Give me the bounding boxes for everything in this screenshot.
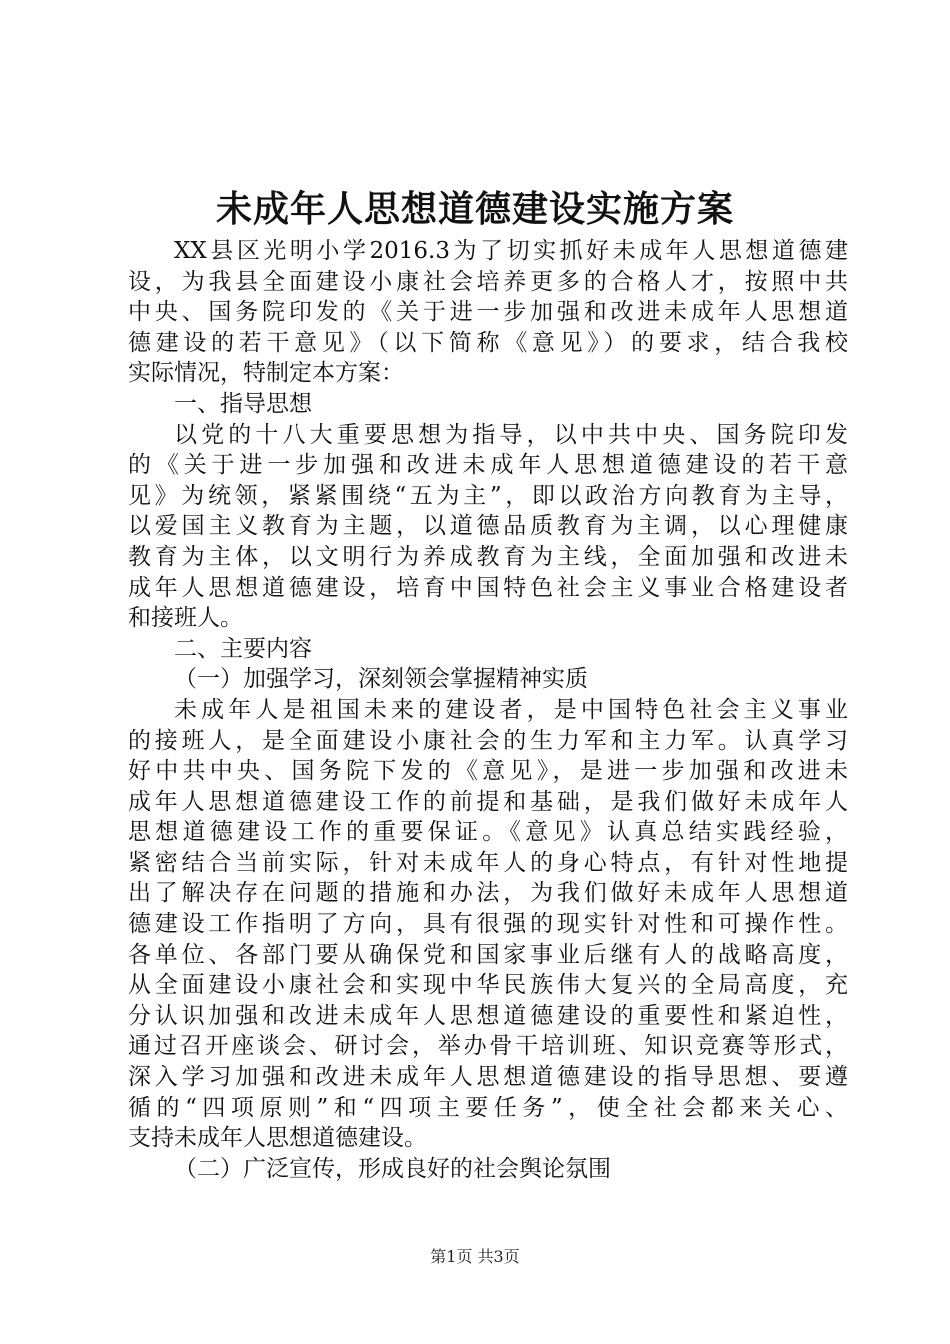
body-line: 分认识加强和改进未成年人思想道德建设的重要性和紧迫性， <box>128 1002 848 1029</box>
body-line: XX县区光明小学2016.3为了切实抓好未成年人思想道德建 <box>174 238 848 264</box>
body-line: 和接班人。 <box>128 605 243 632</box>
body-line: 通过召开座谈会、研讨会，举办骨干培训班、知识竞赛等形式， <box>128 1033 848 1060</box>
body-line: （二）广泛宣传，形成良好的社会舆论氛围 <box>174 1155 611 1182</box>
body-line: 以爱国主义教育为主题，以道德品质教育为主调，以心理健康 <box>128 513 848 540</box>
body-line: 一、指导思想 <box>174 390 312 417</box>
body-line: 支持未成年人思想道德建设。 <box>128 1125 427 1152</box>
body-line: 德建设工作指明了方向，具有很强的现实针对性和可操作性。 <box>128 911 848 938</box>
body-line: 二、主要内容 <box>174 635 312 662</box>
body-line: 好中共中央、国务院下发的《意见》，是进一步加强和改进未 <box>128 758 848 785</box>
body-line: 出了解决存在问题的措施和办法，为我们做好未成年人思想道 <box>128 880 848 907</box>
body-line: 成年人思想道德建设，培育中国特色社会主义事业合格建设者 <box>128 574 848 601</box>
body-line: 的《关于进一步加强和改进未成年人思想道德建设的若干意 <box>128 452 848 479</box>
body-line: 各单位、各部门要从确保党和国家事业后继有人的战略高度， <box>128 941 848 968</box>
body-line: 德建设的若干意见》（以下简称《意见》）的要求，结合我校 <box>128 329 848 356</box>
body-line: 中央、国务院印发的《关于进一步加强和改进未成年人思想道 <box>128 299 848 326</box>
body-line: 思想道德建设工作的重要保证。《意见》认真总结实践经验， <box>128 819 848 846</box>
page-footer: 第1页 共3页 <box>430 1247 520 1266</box>
body-line: 见》为统领，紧紧围绕“五为主”，即以政治方向教育为主导， <box>128 482 848 509</box>
body-line: 设，为我县全面建设小康社会培养更多的合格人才，按照中共 <box>128 268 848 295</box>
document-title: 未成年人思想道德建设实施方案 <box>215 188 734 230</box>
body-line: 循的“四项原则”和“四项主要任务”，使全社会都来关心、 <box>128 1094 848 1121</box>
body-line: 未成年人是祖国未来的建设者，是中国特色社会主义事业 <box>174 696 848 723</box>
body-line: 从全面建设小康社会和实现中华民族伟大复兴的全局高度，充 <box>128 972 848 999</box>
body-line: 紧密结合当前实际，针对未成年人的身心特点，有针对性地提 <box>128 849 848 876</box>
body-line: （一）加强学习，深刻领会掌握精神实质 <box>174 666 588 693</box>
body-line: 成年人思想道德建设工作的前提和基础，是我们做好未成年人 <box>128 788 848 815</box>
document-body <box>128 236 848 1184</box>
body-line: 实际情况，特制定本方案： <box>128 360 404 387</box>
body-line: 教育为主体，以文明行为养成教育为主线，全面加强和改进未 <box>128 543 848 570</box>
body-line: 深入学习加强和改进未成年人思想道德建设的指导思想、要遵 <box>128 1064 848 1091</box>
body-line: 以党的十八大重要思想为指导，以中共中央、国务院印发 <box>174 421 848 448</box>
body-line: 的接班人，是全面建设小康社会的生力军和主力军。认真学习 <box>128 727 848 754</box>
